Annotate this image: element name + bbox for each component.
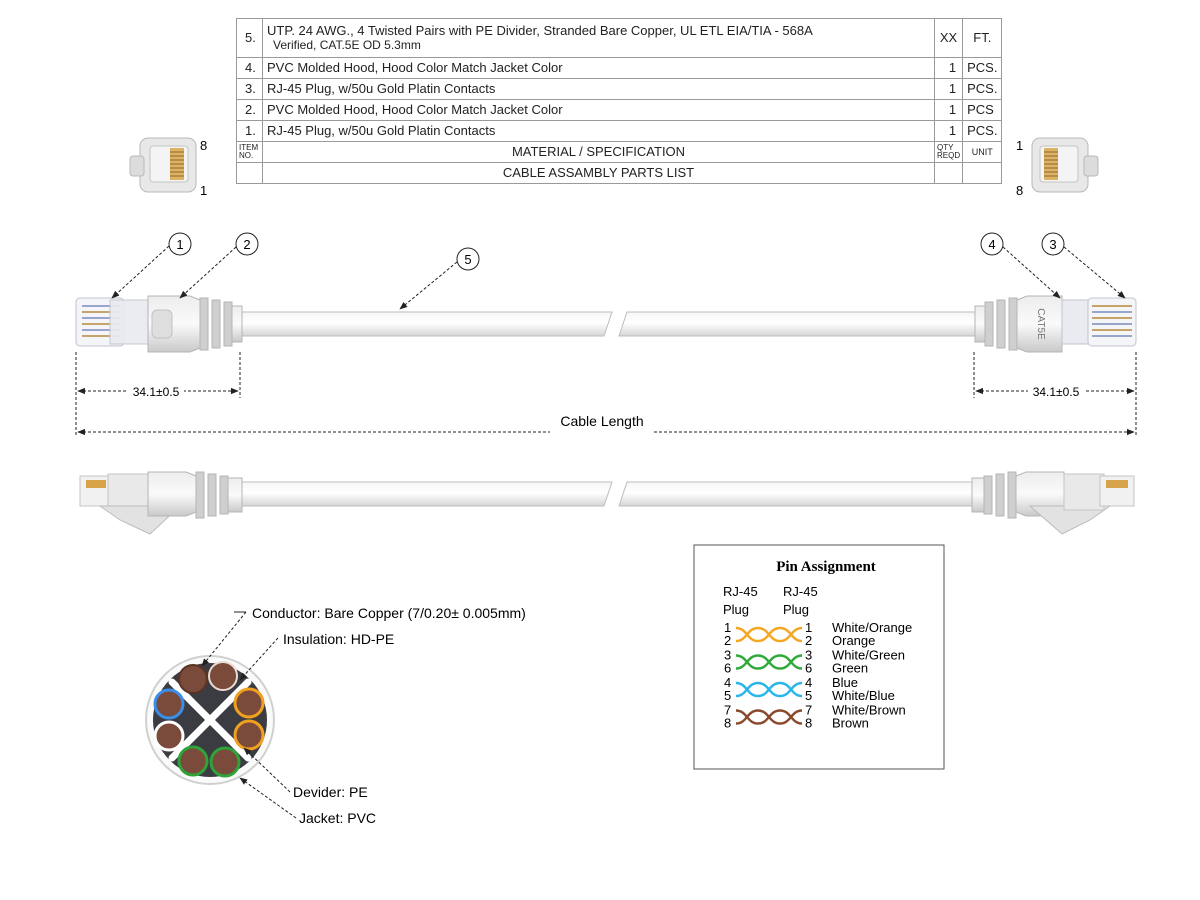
pin-col1-line1: RJ-45: [723, 584, 758, 599]
item-specification: PVC Molded Hood, Hood Color Match Jacket Color: [263, 58, 935, 79]
spec-line-2: Verified, CAT.5E OD 5.3mm: [273, 38, 421, 52]
pin-number-right: 1: [805, 620, 813, 635]
right-plug-pin-top: 1: [1016, 138, 1024, 153]
callout-3-label: 3: [1049, 237, 1057, 252]
pin-number-right: 8: [805, 715, 813, 731]
item-number: 4.: [237, 58, 263, 79]
wire-color-name: Orange: [832, 633, 876, 648]
pin-col2-line1: RJ-45: [783, 584, 818, 599]
pin-assignment-title: Pin Assignment: [776, 559, 876, 575]
item-number: 2.: [237, 100, 263, 121]
pin-number-left: 8: [724, 715, 732, 731]
left-plug-pin-bottom: 1: [200, 183, 208, 198]
cross-section-insulation-label: Insulation: HD-PE: [283, 631, 395, 647]
dimension-right: 34.1±0.5: [1032, 385, 1080, 399]
item-unit: PCS: [963, 100, 1002, 121]
item-qty: 1: [935, 100, 963, 121]
cross-section-jacket-label: Jacket: PVC: [299, 810, 377, 826]
pin-number-left: 3: [724, 647, 732, 663]
hood-cat5e-mark: CAT5E: [1035, 308, 1046, 340]
item-qty: XX: [935, 19, 963, 58]
pin-col2-line2: Plug: [783, 602, 810, 617]
cross-section-conductor-label: Conductor: Bare Copper (7/0.20± 0.005mm): [252, 605, 526, 621]
pin-number-right: 5: [805, 688, 813, 703]
cable-side-view: [80, 472, 1134, 534]
spec-line-1: UTP. 24 AWG., 4 Twisted Pairs with PE Divider, Stranded Bare Copper, UL ETL EIA/TIA - 568A: [267, 23, 813, 38]
item-unit: PCS.: [963, 58, 1002, 79]
header-unit: UNIT: [963, 142, 1002, 163]
item-qty: 1: [935, 58, 963, 79]
left-plug-face-icon: [130, 138, 196, 192]
callout-5-label: 5: [464, 252, 472, 267]
header-item-no: ITEM NO.: [237, 142, 263, 163]
callout-markers: [112, 233, 1125, 309]
item-unit: PCS.: [963, 79, 1002, 100]
item-qty: 1: [935, 79, 963, 100]
item-specification: RJ-45 Plug, w/50u Gold Platin Contacts: [263, 121, 935, 142]
callout-2-label: 2: [243, 237, 251, 252]
item-unit: PCS.: [963, 121, 1002, 142]
wire-color-name: Blue: [832, 675, 859, 690]
item-qty: 1: [935, 121, 963, 142]
dimension-left: 34.1±0.5: [132, 385, 180, 399]
item-unit: FT.: [963, 19, 1002, 58]
right-plug-pin-bottom: 8: [1016, 183, 1024, 198]
pin-number-left: 6: [724, 660, 732, 676]
wire-color-name: White/Blue: [832, 688, 895, 703]
item-number: 5.: [237, 19, 263, 58]
pin-number-right: 7: [805, 702, 813, 718]
wire-color-name: White/Orange: [832, 620, 913, 635]
pin-number-left: 4: [724, 675, 732, 690]
header-material: MATERIAL / SPECIFICATION: [263, 142, 935, 163]
item-number: 1.: [237, 121, 263, 142]
pin-col1-line2: Plug: [723, 602, 750, 617]
right-plug-face-icon: [1032, 138, 1098, 192]
header-qty: QTY REQD: [935, 142, 963, 163]
wire-color-name: Green: [832, 660, 869, 676]
left-plug-pin-top: 8: [200, 138, 208, 153]
cable-top-view: [76, 296, 1136, 352]
wire-color-name: White/Green: [832, 647, 905, 663]
pin-number-left: 2: [724, 633, 732, 648]
parts-list-title: CABLE ASSAMBLY PARTS LIST: [263, 163, 935, 184]
pin-assignment-box: [694, 545, 944, 769]
pin-number-left: 5: [724, 688, 732, 703]
item-specification: PVC Molded Hood, Hood Color Match Jacket Color: [263, 100, 935, 121]
callout-4-label: 4: [988, 237, 996, 252]
dimension-cable-length: Cable Length: [560, 413, 644, 429]
pin-number-right: 6: [805, 660, 813, 676]
item-number: 3.: [237, 79, 263, 100]
pin-number-left: 7: [724, 702, 732, 718]
cross-section-divider-label: Devider: PE: [293, 784, 368, 800]
pin-number-left: 1: [724, 620, 732, 635]
item-specification: RJ-45 Plug, w/50u Gold Platin Contacts: [263, 79, 935, 100]
pin-number-right: 4: [805, 675, 813, 690]
callout-1-label: 1: [176, 237, 184, 252]
wire-color-name: Brown: [832, 715, 869, 731]
pin-number-right: 2: [805, 633, 813, 648]
cable-cross-section: [146, 656, 274, 784]
wire-color-name: White/Brown: [832, 702, 906, 718]
pin-number-right: 3: [805, 647, 813, 663]
